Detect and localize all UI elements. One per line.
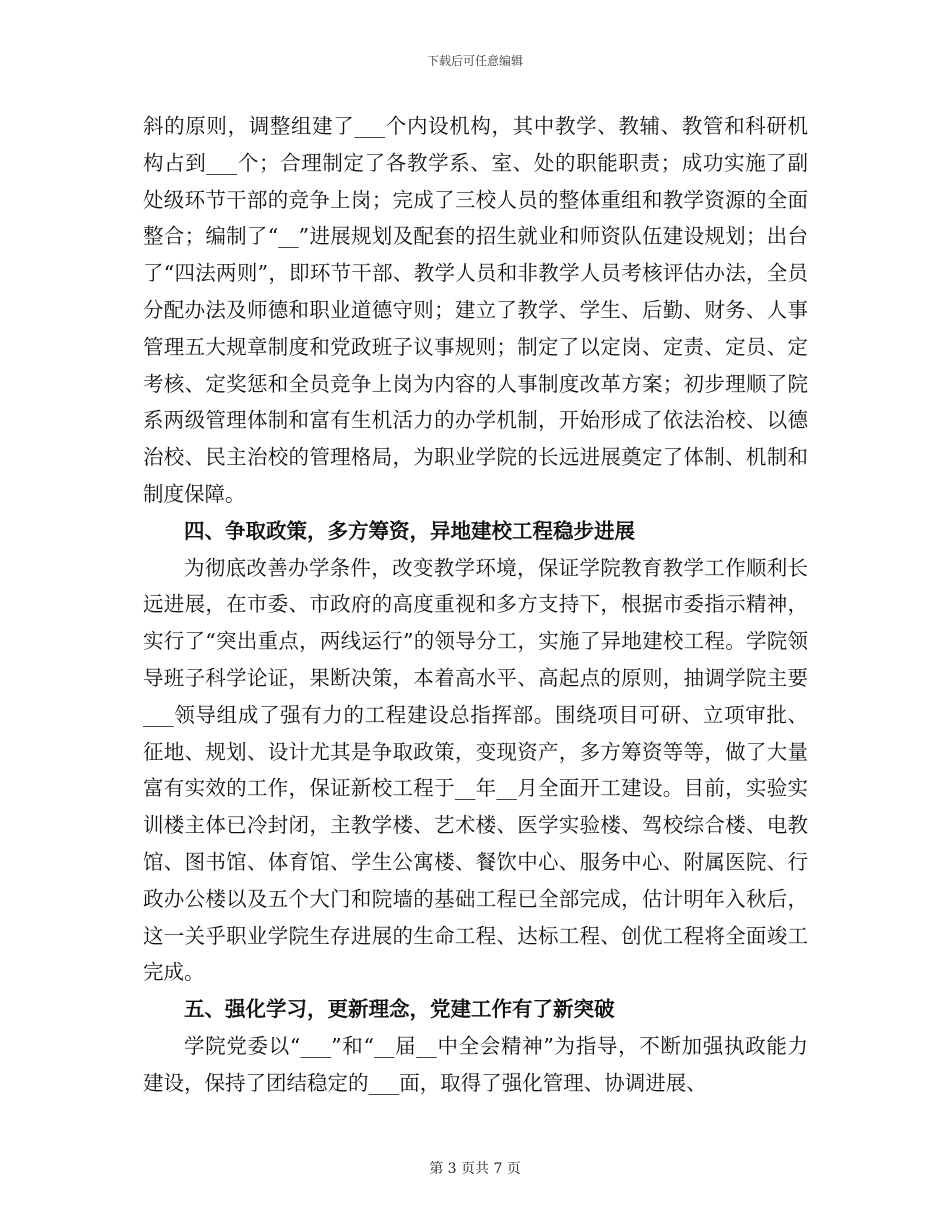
section-heading-4: 四、争取政策，多方筹资，异地建校工程稳步进展 (184, 518, 635, 543)
page-footer: 第 3 页共 7 页 (429, 1161, 521, 1177)
page-header: 下载后可任意编辑 (426, 54, 523, 68)
body-paragraph-3: 学院党委以“___”和“__届__中全会精神”为指导，不断加强执政能力建设，保持了团结稳定的___面，取得了强化管理、协调进展、 (143, 1033, 808, 1095)
document-body (143, 108, 808, 1102)
body-paragraph-2: 为彻底改善办学条件，改变教学环境，保证学院教育教学工作顺利长远进展，在市委、市政府的高度重视和多方支持下，根据市委指示精神，实行了“突出重点，两线运行”的领导分工，实施了异地建校工程。学院领导班子科学论证，果断决策，本着高水平、高起点的原则，抽调学院主要___领导组成了强有力的工程建设总指挥部。围绕项目可研、立项审批、征地、规划、设计尤其是争取政策，变现资产，多方筹资等等，做了大量富有实效的工作，保证新校工程于__年__月全面开工建设。目前，实验实训楼主体已冷封闭，主教学楼、艺术楼、医学实验楼、驾校综合楼、电教馆、图书馆、体育馆、学生公寓楼、餐饮中心、服务中心、附属医院、行政办公楼以及五个大门和院墙的基础工程已全部完成，估计明年入秋后，这一关乎职业学院生存进展的生命工程、达标工程、创优工程将全面竣工完成。 (143, 555, 808, 985)
body-paragraph-1: 斜的原则，调整组建了___个内设机构，其中教学、教辅、教管和科研机构占到___个；合理制定了各教学系、室、处的职能职责；成功实施了副处级环节干部的竞争上岗；完成了三校人员的整体重组和教学资源的全面整合；编制了“__”进展规划及配套的招生就业和师资队伍建设规划；出台了“四法两则”，即环节干部、教学人员和非教学人员考核评估办法，全员分配办法及师德和职业道德守则；建立了教学、学生、后勤、财务、人事管理五大规章制度和党政班子议事规则；制定了以定岗、定责、定员、定考核、定奖惩和全员竞争上岗为内容的人事制度改革方案；初步理顺了院系两级管理体制和富有生机活力的办学机制，开始形成了依法治校、以德治校、民主治校的管理格局，为职业学院的长远进展奠定了体制、机制和制度保障。 (143, 114, 808, 506)
section-heading-5: 五、强化学习，更新理念，党建工作有了新突破 (184, 997, 615, 1022)
